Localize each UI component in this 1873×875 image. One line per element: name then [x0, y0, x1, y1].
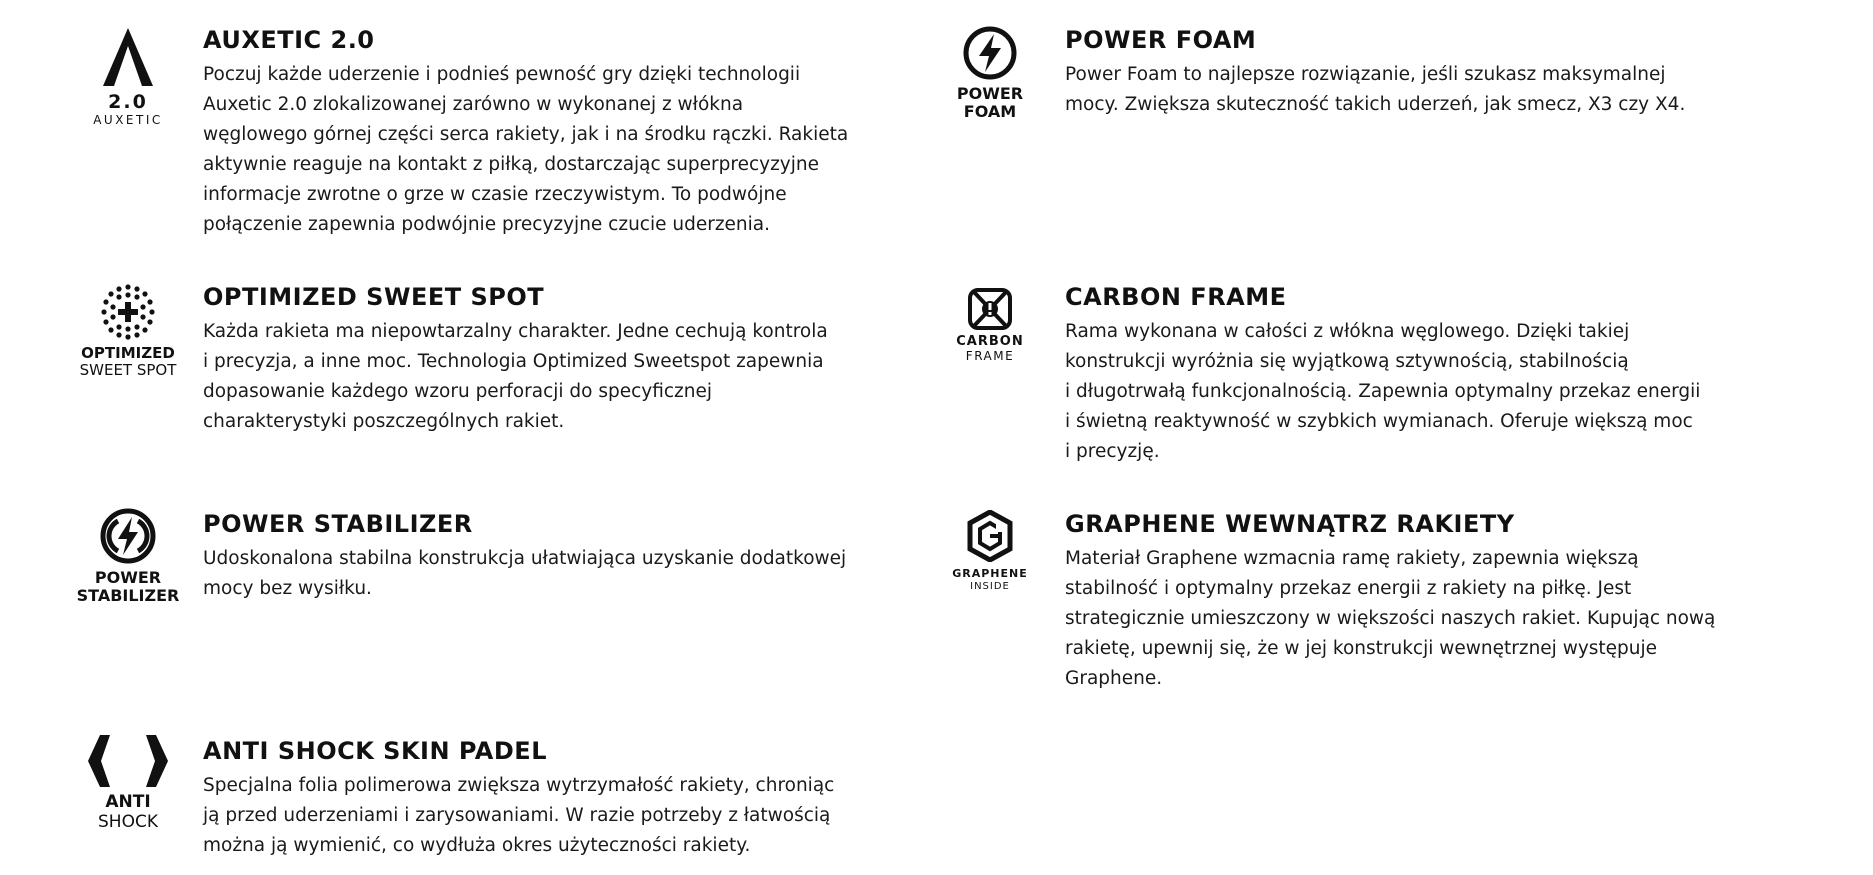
- carbon-frame-desc-line: konstrukcji wyróżnia się wyjątkową sztywnością, stabilnością: [1065, 351, 1629, 372]
- sweet-spot-description: [203, 317, 828, 437]
- power-stabilizer-logo-line-2: STABILIZER: [76, 586, 180, 606]
- power-stabilizer-desc-line: mocy bez wysiłku.: [203, 578, 372, 599]
- feature-sweet-spot: [73, 283, 853, 443]
- auxetic-logo: [73, 26, 183, 128]
- anti-shock-desc-line: można ją wymienić, co wydłuża okres użyteczności rakiety.: [203, 835, 751, 856]
- auxetic-logo-line-2: AUXETIC: [93, 112, 163, 127]
- feature-graphene: [935, 510, 1735, 700]
- lightning-bolt-icon: [963, 26, 1017, 80]
- power-stabilizer-logo: [73, 507, 183, 606]
- carbon-frame-text: [1065, 283, 1700, 467]
- power-stabilizer-text: [203, 510, 846, 604]
- auxetic-logo-line-1: 2.0: [108, 91, 148, 113]
- sweet-spot-logo: [73, 283, 183, 380]
- carbon-frame-logo-line-1: CARBON: [956, 334, 1024, 349]
- power-stabilizer-description: [203, 544, 846, 604]
- graphene-hexagon-icon: [966, 510, 1014, 562]
- sweet-spot-desc-line: charakterystyki poszczególnych rakiet.: [203, 411, 565, 432]
- sweet-spot-desc-line: i precyzja, a inne moc. Technologia Optimized Sweetspot zapewnia: [203, 351, 824, 372]
- sweet-spot-logo-line-1: OPTIMIZED: [81, 344, 175, 362]
- power-foam-desc-line: mocy. Zwiększa skuteczność takich uderzeń, jak smecz, X3 czy X4.: [1065, 94, 1686, 115]
- graphene-desc-line: stabilność i optymalny przekaz energii z rakiety na piłkę. Jest: [1065, 578, 1632, 599]
- sweet-spot-desc-line: Każda rakieta ma niepowtarzalny charakter. Jedne cechują kontrola: [203, 321, 828, 342]
- carbon-frame-icon: [966, 287, 1014, 331]
- auxetic-desc-line: aktywnie reaguje na kontakt z piłką, dostarczając superprecyzyjne: [203, 154, 820, 175]
- auxetic-title: AUXETIC 2.0: [203, 26, 375, 54]
- power-foam-logo: [935, 26, 1045, 122]
- anti-shock-desc-line: Specjalna folia polimerowa zwiększa wytrzymałość rakiety, chroniąc: [203, 775, 835, 796]
- auxetic-desc-line: połączenie zapewnia podwójnie precyzyjne czucie uderzenia.: [203, 214, 770, 235]
- power-foam-logo-line-1: POWER: [956, 84, 1024, 103]
- feature-auxetic: [73, 26, 853, 246]
- carbon-frame-title: CARBON FRAME: [1065, 283, 1287, 311]
- graphene-desc-line: strategicznie umieszczony w większości naszych rakiet. Kupując nową: [1065, 608, 1716, 629]
- graphene-logo-line-2: INSIDE: [970, 580, 1010, 592]
- anti-shock-description: [203, 771, 834, 861]
- power-foam-text: [1065, 26, 1685, 120]
- power-foam-desc-line: Power Foam to najlepsze rozwiązanie, jeśli szukasz maksymalnej: [1065, 64, 1666, 85]
- auxetic-desc-line: węglowego górnej części serca rakiety, jak i na środku rączki. Rakieta: [203, 124, 849, 145]
- feature-carbon-frame: [935, 283, 1735, 473]
- sweet-spot-desc-line: dopasowanie każdego wzoru perforacji do specyficznej: [203, 381, 713, 402]
- auxetic-desc-line: Poczuj każde uderzenie i podnieś pewność gry dzięki technologii: [203, 64, 801, 85]
- auxetic-a-icon: [101, 26, 155, 88]
- carbon-frame-logo: [935, 287, 1045, 364]
- graphene-description: [1065, 544, 1715, 694]
- sweet-spot-title: OPTIMIZED SWEET SPOT: [203, 283, 545, 311]
- graphene-text: [1065, 510, 1715, 694]
- auxetic-desc-line: Auxetic 2.0 zlokalizowanej zarówno w wykonanej z włókna: [203, 94, 744, 115]
- power-stabilizer-desc-line: Udoskonalona stabilna konstrukcja ułatwiająca uzyskanie dodatkowej: [203, 548, 847, 569]
- graphene-desc-line: Materiał Graphene wzmacnia ramę rakiety, zapewnia większą: [1065, 548, 1639, 569]
- sweet-spot-logo-line-2: SWEET SPOT: [79, 361, 177, 380]
- carbon-frame-logo-line-2: FRAME: [965, 348, 1015, 363]
- anti-shock-logo-line-2: SHOCK: [98, 811, 158, 832]
- graphene-desc-line: rakietę, upewnij się, że w jej konstrukcji wewnętrznej występuje: [1065, 638, 1658, 659]
- power-foam-title: POWER FOAM: [1065, 26, 1257, 54]
- brackets-icon: [80, 733, 176, 789]
- graphene-title: GRAPHENE WEWNĄTRZ RAKIETY: [1065, 510, 1515, 538]
- power-foam-description: [1065, 60, 1685, 120]
- auxetic-text: [203, 26, 848, 240]
- carbon-frame-desc-line: i świetną reaktywność w szybkich wymianach. Oferuje większą moc: [1065, 411, 1693, 432]
- anti-shock-logo: [73, 733, 183, 832]
- feature-power-foam: [935, 26, 1735, 136]
- power-foam-logo-line-2: FOAM: [963, 102, 1017, 122]
- carbon-frame-desc-line: Rama wykonana w całości z włókna węglowego. Dzięki takiej: [1065, 321, 1630, 342]
- graphene-logo: [935, 510, 1045, 592]
- carbon-frame-desc-line: i długotrwałą funkcjonalnością. Zapewnia optymalny przekaz energii: [1065, 381, 1701, 402]
- dotted-circle-plus-icon: [99, 283, 157, 341]
- graphene-desc-line: Graphene.: [1065, 668, 1163, 689]
- carbon-frame-desc-line: i precyzję.: [1065, 441, 1160, 462]
- auxetic-description: [203, 60, 848, 240]
- graphene-logo-line-1: GRAPHENE: [952, 567, 1028, 580]
- auxetic-desc-line: informacje zwrotne o grze w czasie rzeczywistym. To podwójne: [203, 184, 787, 205]
- carbon-frame-description: [1065, 317, 1700, 467]
- power-stabilizer-title: POWER STABILIZER: [203, 510, 473, 538]
- power-stabilizer-logo-line-1: POWER: [94, 568, 162, 587]
- feature-power-stabilizer: [73, 510, 853, 620]
- sweet-spot-text: [203, 283, 828, 437]
- power-stabilizer-icon: [100, 507, 156, 565]
- anti-shock-text: [203, 737, 834, 861]
- anti-shock-logo-line-1: ANTI: [105, 792, 151, 812]
- anti-shock-title: ANTI SHOCK SKIN PADEL: [203, 737, 547, 765]
- feature-anti-shock: [73, 737, 853, 867]
- anti-shock-desc-line: ją przed uderzeniami i zarysowaniami. W razie potrzeby z łatwością: [203, 805, 831, 826]
